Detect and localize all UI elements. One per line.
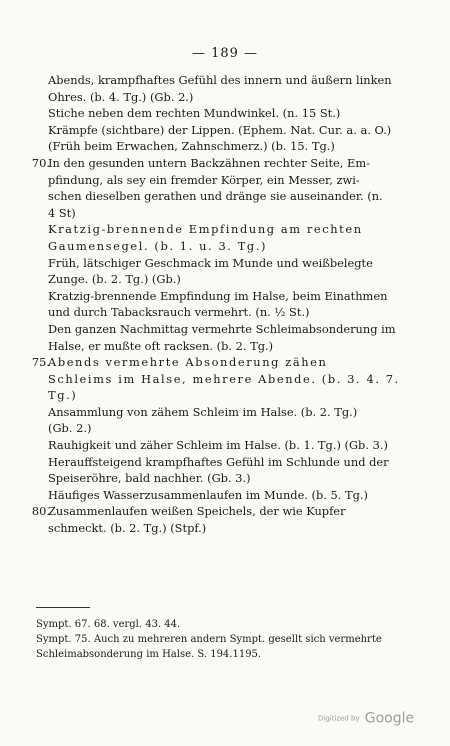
symptom-line: (Gb. 2.) <box>48 421 92 436</box>
symptom-line: Kratzig-brennende Empfindung im Halse, beim Einathmen <box>48 288 388 303</box>
symptom-line: (Früh beim Erwachen, Zahnschmerz.) (b. 15. Tg.) <box>48 139 335 154</box>
symptom-line: In den gesunden untern Backzähnen rechter Seite, Em- <box>48 155 370 170</box>
symptom-entry <box>36 72 424 105</box>
symptom-entry <box>36 138 424 155</box>
symptom-entry <box>31 503 424 536</box>
symptom-line: Den ganzen Nachmittag vermehrte Schleimabsonderung im <box>48 321 396 336</box>
symptom-entry <box>36 437 424 454</box>
symptom-entry <box>36 105 424 122</box>
symptom-entry <box>36 288 424 321</box>
symptom-line: Zusammenlaufen weißen Speichels, der wie Kupfer <box>48 504 346 519</box>
symptom-line: Früh, lätschiger Geschmack im Munde und weißbelegte <box>48 255 373 270</box>
page-number-header: — 189 — <box>191 46 259 61</box>
symptom-entry <box>36 321 424 354</box>
symptom-line: Rauhigkeit und zäher Schleim im Halse. (b. 1. Tg.) (Gb. 3.) <box>48 438 388 453</box>
symptom-entry <box>31 155 424 221</box>
symptom-line: schmeckt. (b. 2. Tg.) (Stpf.) <box>48 521 207 536</box>
symptom-number: 80. <box>31 504 50 519</box>
symptom-line: schen dieselben gerathen und dränge sie auseinander. (n. <box>48 189 383 204</box>
symptom-line: 4 St) <box>48 205 76 220</box>
symptom-line: Abends vermehrte Absonderung zähen <box>48 355 328 370</box>
symptom-line: Krämpfe (sichtbare) der Lippen. (Ephem. Nat. Cur. a. a. O.) <box>48 122 392 137</box>
symptom-line: Zunge. (b. 2. Tg.) (Gb.) <box>48 272 181 287</box>
symptom-line: Halse, er mußte oft racksen. (b. 2. Tg.) <box>48 338 274 353</box>
symptom-entry <box>31 354 424 404</box>
symptom-line: Gaumensegel. (b. 1. u. 3. Tg.) <box>48 238 268 253</box>
symptom-entry <box>36 404 424 437</box>
symptom-entry <box>36 255 424 288</box>
footnote-divider <box>36 607 90 608</box>
footnote <box>36 632 428 662</box>
footnote-line: Sympt. 75. Auch zu mehreren andern Sympt. gesellt sich vermehrte <box>36 634 382 645</box>
symptom-entry <box>36 122 424 139</box>
symptom-entry <box>36 487 424 504</box>
symptom-list <box>31 72 424 537</box>
digitized-watermark <box>318 708 414 727</box>
symptom-line: Kratzig-brennende Empfindung am rechten <box>48 222 363 237</box>
symptom-line: und durch Tabacksrauch vermehrt. (n. ½ St.) <box>48 305 310 320</box>
symptom-number: 75. <box>31 355 50 370</box>
symptom-line: Häufiges Wasserzusammenlaufen im Munde. (b. 5. Tg.) <box>48 487 368 502</box>
symptom-line: pfindung, als sey ein fremder Körper, ein Messer, zwi- <box>48 172 360 187</box>
symptom-line: Herauffsteigend krampfhaftes Gefühl im Schlunde und der <box>48 454 389 469</box>
watermark-brand-logo: Google <box>364 710 415 727</box>
footnote <box>36 617 428 632</box>
watermark-prefix: Digitized by <box>318 714 360 723</box>
footnote-line: Sympt. 67. 68. vergl. 43. 44. <box>36 619 181 630</box>
symptom-line: Schleims im Halse, mehrere Abende. (b. 3. 4. 7. Tg.) <box>48 371 400 403</box>
symptom-entry <box>36 454 424 487</box>
symptom-line: Ansammlung von zähem Schleim im Halse. (b. 2. Tg.) <box>48 404 358 419</box>
symptom-line: Ohres. (b. 4. Tg.) (Gb. 2.) <box>48 89 194 104</box>
footnote-line: Schleimabsonderung im Halse. S. 194.1195. <box>36 649 262 660</box>
symptom-number: 70. <box>31 155 50 170</box>
symptom-line: Speiseröhre, bald nachher. (Gb. 3.) <box>48 471 251 486</box>
symptom-entry <box>36 221 424 254</box>
symptom-line: Abends, krampfhaftes Gefühl des innern und äußern linken <box>48 73 392 87</box>
footnotes <box>36 617 428 662</box>
symptom-line: Stiche neben dem rechten Mundwinkel. (n. 15 St.) <box>48 106 341 121</box>
